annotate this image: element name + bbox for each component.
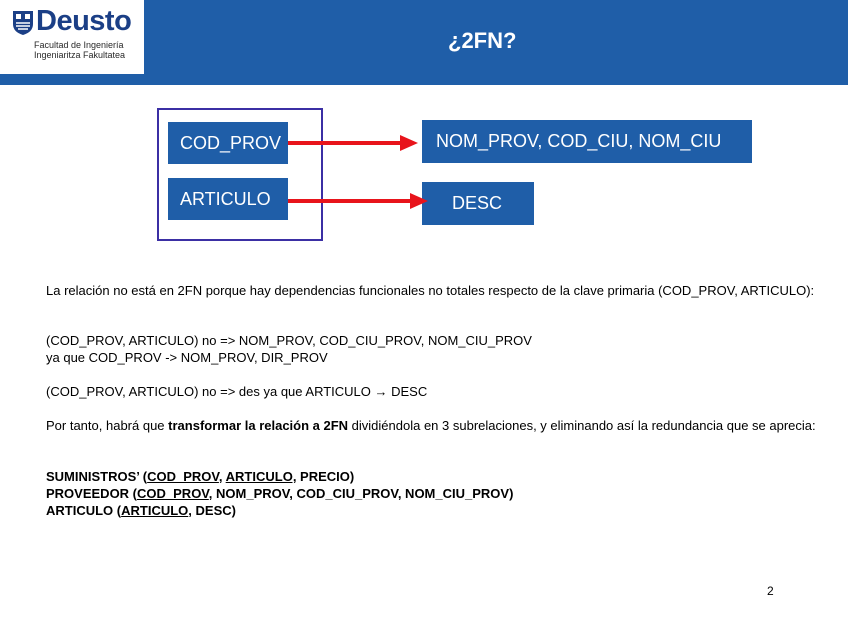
dependency-line-2: ya que COD_PROV -> NOM_PROV, DIR_PROV (46, 350, 328, 365)
relation-name: ARTICULO ( (46, 503, 122, 518)
slide-title: ¿2FN? (448, 28, 517, 53)
shield-icon (12, 10, 34, 36)
conclusion-post: dividiéndola en 3 subrelaciones, y eliminando así la redundancia que se aprecia: (348, 418, 816, 433)
logo-subtitle-1: Facultad de Ingeniería (34, 40, 124, 50)
box-cod-prov: COD_PROV (168, 122, 288, 164)
relation-attrs: , NOM_PROV, COD_CIU_PROV, NOM_CIU_PROV) (208, 486, 514, 501)
logo-wordmark: Deusto (36, 5, 132, 37)
primary-key-attr: ARTICULO, (225, 469, 297, 484)
separator: , (218, 469, 226, 484)
box-desc: DESC (422, 182, 534, 225)
paragraph-desc-dependency: (COD_PROV, ARTICULO) no => des ya que ARTICULO → DESC (46, 384, 428, 399)
page-number: 2 (767, 584, 774, 598)
primary-key-attr: ARTICULO (121, 503, 189, 518)
box-articulo: ARTICULO (168, 178, 288, 220)
dependency-line-1: (COD_PROV, ARTICULO) no => NOM_PROV, COD_CIU_PROV, NOM_CIU_PROV (46, 333, 532, 348)
relation-name: SUMINISTROS’ ( (46, 469, 148, 484)
relation-name: PROVEEDOR ( (46, 486, 138, 501)
primary-key-attr: COD_PROV (147, 469, 219, 484)
paragraph-conclusion (46, 417, 836, 434)
relation-attrs: PRECIO) (296, 469, 355, 484)
conclusion-pre: Por tanto, habrá que (46, 418, 169, 433)
logo-subtitle-2: Ingeniaritza Fakultatea (34, 50, 126, 60)
relation-attrs: , DESC) (188, 503, 236, 518)
logo (0, 0, 144, 74)
paragraph-dependency (46, 332, 836, 366)
conclusion-bold: transformar la relación a 2FN (168, 418, 349, 433)
relation-suministros (46, 468, 836, 485)
paragraph-2fn-explanation: La relación no está en 2FN porque hay dependencias funcionales no totales respecto de la clave primaria (COD_PROV, ARTICULO): (46, 283, 815, 298)
relation-proveedor (46, 485, 836, 502)
box-nom-prov-group: NOM_PROV, COD_CIU, NOM_CIU (422, 120, 752, 163)
primary-key-attr: COD_PROV (137, 486, 209, 501)
relation-articulo (46, 502, 836, 519)
